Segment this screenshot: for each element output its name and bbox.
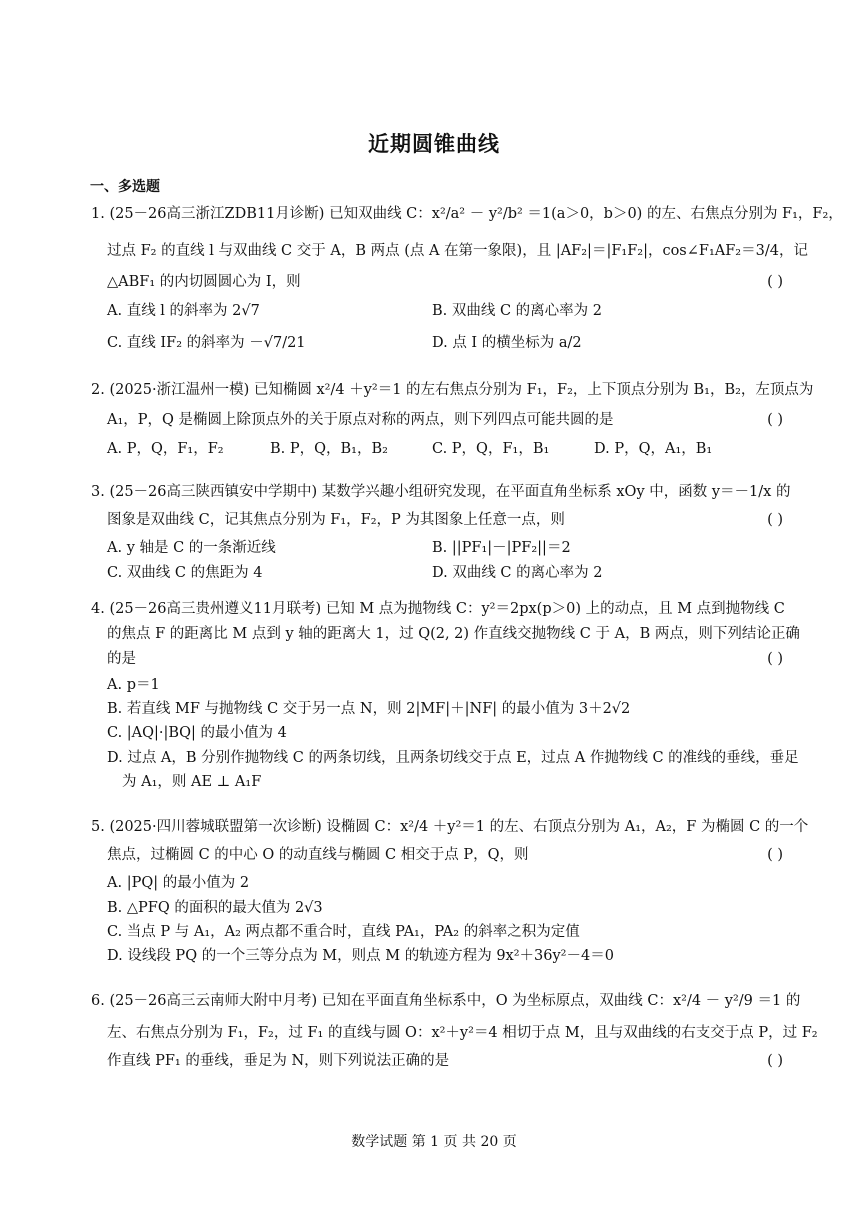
q2-line-2-text: A₁，P，Q 是椭圆上除顶点外的关于原点对称的两点，则下列四点可能共圆的是 [107,412,614,428]
q6-line-3-text: 作直线 PF₁ 的垂线，垂足为 N，则下列说法正确的是 [107,1053,450,1069]
q1-option-b: B. 双曲线 C 的离心率为 2 [432,303,603,319]
q3-line-2 [107,510,783,530]
q5-line-2-text: 焦点，过椭圆 C 的中心 O 的动直线与椭圆 C 相交于点 P，Q，则 [107,847,529,863]
q4-answer-paren: ( ) [767,651,783,667]
q2-answer-paren: ( ) [767,412,783,428]
q1-line-3 [107,272,783,292]
q2-option-d: D. P，Q，A₁，B₁ [594,441,713,457]
section-heading: 一、多选题 [90,179,160,195]
q2-line-2 [107,410,783,430]
q5-option-c: C. 当点 P 与 A₁，A₂ 两点都不重合时，直线 PA₁，PA₂ 的斜率之积为定值 [107,924,580,940]
q4-option-d-line-1: D. 过点 A，B 分别作抛物线 C 的两条切线，且两条切线交于点 E，过点 A 作抛物线 C 的准线的垂线，垂足 [107,750,799,766]
q3-option-b: B. ||PF₁|－|PF₂||＝2 [432,540,571,556]
q4-option-c: C. |AQ|·|BQ| 的最小值为 4 [107,725,287,741]
q4-option-d-line-2: 为 A₁，则 AE ⊥ A₁F [122,774,262,790]
q2-option-b: B. P，Q，B₁，B₂ [270,441,388,457]
q6-line-2: 左、右焦点分别为 F₁，F₂，过 F₁ 的直线与圆 O：x²＋y²＝4 相切于点 M，且与双曲线的右支交于点 P，过 F₂ [107,1025,818,1041]
q1-line-3-text: △ABF₁ 的内切圆圆心为 I，则 [107,274,301,290]
q2-line-1: 2. (2025·浙江温州一模) 已知椭圆 x²/4 ＋y²＝1 的左右焦点分别为 F₁，F₂，上下顶点分别为 B₁，B₂，左顶点为 [91,382,814,398]
q2-option-c: C. P，Q，F₁，B₁ [432,441,550,457]
q4-option-b: B. 若直线 MF 与抛物线 C 交于另一点 N，则 2|MF|＋|NF| 的最小值为 3＋2√2 [107,701,631,717]
q5-option-b: B. △PFQ 的面积的最大值为 2√3 [107,900,323,916]
q1-answer-paren: ( ) [767,274,783,290]
q1-option-d: D. 点 I 的横坐标为 a/2 [432,335,582,351]
q4-line-3 [107,649,783,669]
q5-option-a: A. |PQ| 的最小值为 2 [107,875,250,891]
q3-line-1: 3. (25－26高三陕西镇安中学期中) 某数学兴趣小组研究发现，在平面直角坐标系 xOy 中，函数 y＝－1/x 的 [91,484,791,500]
q1-line-2: 过点 F₂ 的直线 l 与双曲线 C 交于 A，B 两点 (点 A 在第一象限)，且 |AF₂|＝|F₁F₂|，cos∠F₁AF₂＝3/4，记 [107,243,808,259]
q3-option-c: C. 双曲线 C 的焦距为 4 [107,565,263,581]
q4-line-3-text: 的是 [107,651,136,667]
q3-option-a: A. y 轴是 C 的一条渐近线 [107,540,276,556]
q4-option-a: A. p＝1 [107,677,160,693]
q6-line-1: 6. (25－26高三云南师大附中月考) 已知在平面直角坐标系中，O 为坐标原点，双曲线 C：x²/4 － y²/9 ＝1 的 [91,993,801,1009]
q3-answer-paren: ( ) [767,512,783,528]
q5-option-d: D. 设线段 PQ 的一个三等分点为 M，则点 M 的轨迹方程为 9x²＋36y²－4＝0 [107,948,614,964]
page-footer: 数学试题 第 1 页 共 20 页 [351,1134,517,1150]
q2-option-a: A. P，Q，F₁，F₂ [107,441,224,457]
q6-line-3 [107,1051,783,1071]
q4-line-1: 4. (25－26高三贵州遵义11月联考) 已知 M 点为抛物线 C：y²＝2px(p＞0) 上的动点，且 M 点到抛物线 C [91,601,785,617]
q5-line-1: 5. (2025·四川蓉城联盟第一次诊断) 设椭圆 C：x²/4 ＋y²＝1 的左、右顶点分别为 A₁，A₂，F 为椭圆 C 的一个 [91,819,809,835]
q3-option-d: D. 双曲线 C 的离心率为 2 [432,565,603,581]
q6-answer-paren: ( ) [767,1053,783,1069]
q5-answer-paren: ( ) [767,847,783,863]
q1-line-1: 1. (25－26高三浙江ZDB11月诊断) 已知双曲线 C：x²/a² － y²/b² ＝1(a＞0，b＞0) 的左、右焦点分别为 F₁，F₂， [91,206,843,222]
q1-option-a: A. 直线 l 的斜率为 2√7 [107,303,260,319]
q1-option-c: C. 直线 IF₂ 的斜率为 －√7/21 [107,335,306,351]
q3-line-2-text: 图象是双曲线 C，记其焦点分别为 F₁，F₂，P 为其图象上任意一点，则 [107,512,565,528]
q5-line-2 [107,845,783,865]
q4-line-2: 的焦点 F 的距离比 M 点到 y 轴的距离大 1，过 Q(2, 2) 作直线交抛物线 C 于 A，B 两点，则下列结论正确 [107,626,800,642]
page-title: 近期圆锥曲线 [368,132,500,156]
